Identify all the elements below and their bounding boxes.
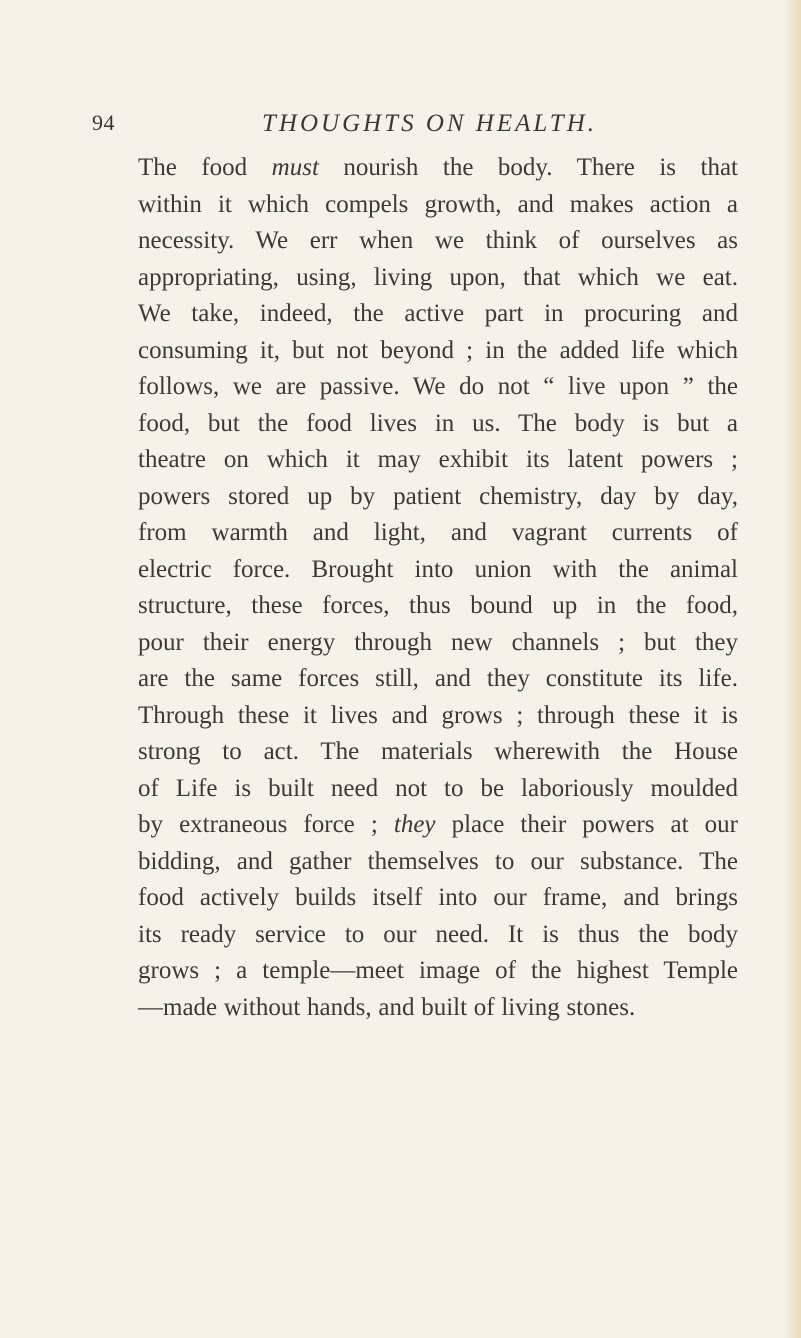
text-line: strong to act. The materials wherewith the House [138,738,738,765]
text-line: pour their energy through new channels ; but they [138,628,738,656]
running-title: THOUGHTS ON HEALTH. [262,110,598,137]
text-line: powers stored up by patient chemistry, day by day, [138,482,738,510]
text-line: structure, these forces, thus bound up in the food, [138,592,738,619]
text-line: appropriating, using, living upon, that which we eat. [138,263,738,291]
text-line: electric force. Brought into union with the animal [138,555,738,583]
body-paragraph [138,150,738,1026]
text-line: its ready service to our need. It is thus the body [138,920,738,948]
page-edge [783,0,801,1338]
text-line: food, but the food lives in us. The body is but a [138,409,738,437]
text-line: are the same forces still, and they constitute its life. [138,665,738,692]
text-line: follows, we are passive. We do not “ live upon ” the [138,373,738,400]
text-line: by extraneous force ; they place their powers at our [138,811,738,838]
text-line: We take, indeed, the active part in procuring and [138,300,738,327]
text-line: within it which compels growth, and makes action a [138,190,738,218]
page-number: 94 [92,110,115,135]
text-line: The food must nourish the body. There is that [138,154,738,181]
text-line: bidding, and gather themselves to our substance. The [138,847,738,875]
emphasis: they [393,811,436,838]
running-head [92,110,732,150]
text-line: necessity. We err when we think of ourselves as [138,227,738,254]
text-line: of Life is built need not to be laboriously moulded [138,774,738,802]
text-line: consuming it, but not beyond ; in the added life which [138,336,738,364]
text-line: grows ; a temple—meet image of the highest Temple [138,957,738,984]
text-line: from warmth and light, and vagrant currents of [138,519,738,546]
text-line: Through these it lives and grows ; through these it is [138,701,738,729]
text-line: —made without hands, and built of living stones. [138,993,636,1021]
text-line: food actively builds itself into our frame, and brings [138,884,738,911]
emphasis: must [271,154,319,181]
text-line: theatre on which it may exhibit its latent powers ; [138,446,738,473]
